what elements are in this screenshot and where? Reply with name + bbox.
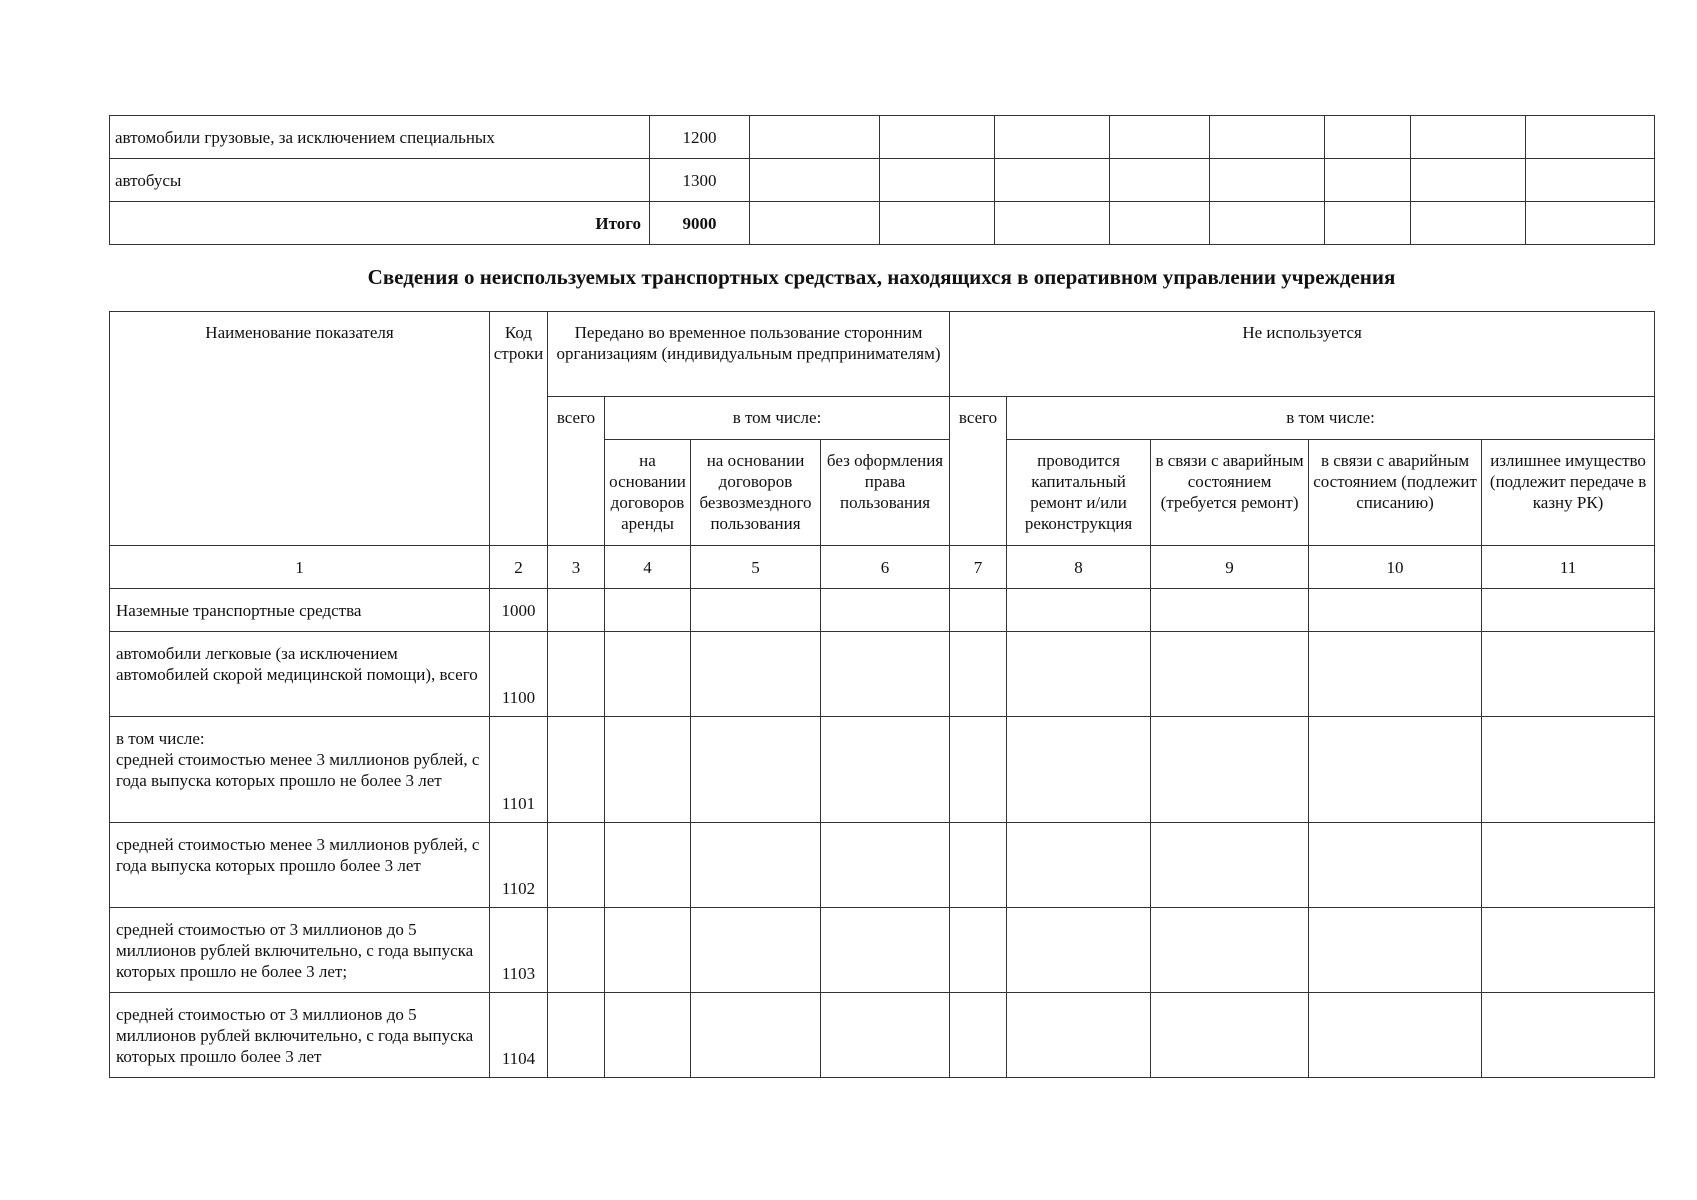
data-cell[interactable]: [1007, 589, 1151, 632]
table-row: [110, 589, 1655, 632]
data-cell[interactable]: [1151, 908, 1309, 993]
data-cell[interactable]: [995, 202, 1110, 245]
data-cell[interactable]: [1151, 717, 1309, 823]
row-name: автомобили грузовые, за исключением специальных: [110, 116, 650, 159]
header-total: всего: [950, 397, 1007, 546]
section-title: Сведения о неиспользуемых транспортных средствах, находящихся в оперативном управлении учреждения: [367, 265, 1396, 289]
data-cell[interactable]: [1325, 116, 1411, 159]
data-cell[interactable]: [950, 823, 1007, 908]
data-cell[interactable]: [750, 202, 880, 245]
data-cell[interactable]: [1309, 823, 1482, 908]
data-cell[interactable]: [548, 589, 605, 632]
header-including: в том числе:: [605, 397, 950, 440]
data-cell[interactable]: [691, 908, 821, 993]
data-cell[interactable]: [691, 632, 821, 717]
data-cell[interactable]: [1309, 993, 1482, 1078]
data-cell[interactable]: [605, 823, 691, 908]
data-cell[interactable]: [821, 993, 950, 1078]
data-cell[interactable]: [1151, 993, 1309, 1078]
data-cell[interactable]: [1309, 717, 1482, 823]
total-label: Итого: [110, 202, 650, 245]
data-cell[interactable]: [1110, 202, 1210, 245]
data-cell[interactable]: [950, 632, 1007, 717]
header-row: [110, 312, 1655, 397]
data-cell[interactable]: [1007, 993, 1151, 1078]
total-row: [110, 202, 1655, 245]
data-cell[interactable]: [950, 908, 1007, 993]
row-code: 1101: [490, 717, 548, 823]
data-cell[interactable]: [1482, 993, 1655, 1078]
data-cell[interactable]: [1482, 632, 1655, 717]
data-cell[interactable]: [750, 159, 880, 202]
data-cell[interactable]: [821, 823, 950, 908]
data-cell[interactable]: [1411, 116, 1526, 159]
data-cell[interactable]: [1526, 159, 1655, 202]
data-cell[interactable]: [995, 159, 1110, 202]
data-cell[interactable]: [1325, 159, 1411, 202]
data-cell[interactable]: [548, 823, 605, 908]
row-code: 1000: [490, 589, 548, 632]
total-code: 9000: [650, 202, 750, 245]
data-cell[interactable]: [821, 908, 950, 993]
row-code: 1103: [490, 908, 548, 993]
column-number: 11: [1482, 546, 1655, 589]
data-cell[interactable]: [605, 993, 691, 1078]
data-cell[interactable]: [1210, 159, 1325, 202]
data-cell[interactable]: [1151, 589, 1309, 632]
row-name: средней стоимостью менее 3 миллионов рублей, с года выпуска которых прошло более 3 лет: [110, 823, 490, 908]
data-cell[interactable]: [821, 717, 950, 823]
data-cell[interactable]: [880, 159, 995, 202]
header-emergency-writeoff: в связи с аварийным состоянием (подлежит списанию): [1309, 440, 1482, 546]
data-cell[interactable]: [880, 202, 995, 245]
data-cell[interactable]: [1526, 202, 1655, 245]
data-cell[interactable]: [1151, 823, 1309, 908]
header-transferred: Передано во временное пользование сторонним организациям (индивидуальным предпринимателям): [548, 312, 950, 397]
data-cell[interactable]: [1482, 908, 1655, 993]
row-name: средней стоимостью от 3 миллионов до 5 миллионов рублей включительно, с года выпуска которых прошло не более 3 лет;: [110, 908, 490, 993]
column-number: 9: [1151, 546, 1309, 589]
data-cell[interactable]: [1007, 717, 1151, 823]
column-number: 3: [548, 546, 605, 589]
column-number: 4: [605, 546, 691, 589]
header-emergency-repair: в связи с аварийным состоянием (требуется ремонт): [1151, 440, 1309, 546]
data-cell[interactable]: [605, 908, 691, 993]
data-cell[interactable]: [1526, 116, 1655, 159]
header-total: всего: [548, 397, 605, 546]
header-capital-repair: проводится капитальный ремонт и/или реконструкция: [1007, 440, 1151, 546]
column-number: 6: [821, 546, 950, 589]
data-cell[interactable]: [1411, 159, 1526, 202]
column-number: 7: [950, 546, 1007, 589]
column-number: 5: [691, 546, 821, 589]
row-name: средней стоимостью от 3 миллионов до 5 миллионов рублей включительно, с года выпуска которых прошло более 3 лет: [110, 993, 490, 1078]
column-number: 8: [1007, 546, 1151, 589]
data-cell[interactable]: [995, 116, 1110, 159]
data-cell[interactable]: [691, 589, 821, 632]
data-cell[interactable]: [605, 589, 691, 632]
data-cell[interactable]: [1482, 823, 1655, 908]
table-row: [110, 908, 1655, 993]
column-number: 1: [110, 546, 490, 589]
row-name: автомобили легковые (за исключением автомобилей скорой медицинской помощи), всего: [110, 632, 490, 717]
data-cell[interactable]: [1210, 116, 1325, 159]
data-cell[interactable]: [1007, 632, 1151, 717]
data-cell[interactable]: [1007, 823, 1151, 908]
header-not-used: Не используется: [950, 312, 1655, 397]
data-cell[interactable]: [691, 717, 821, 823]
data-cell[interactable]: [1411, 202, 1526, 245]
data-cell[interactable]: [880, 116, 995, 159]
header-including: в том числе:: [1007, 397, 1655, 440]
header-name: Наименование показателя: [110, 312, 490, 546]
table-row: [110, 993, 1655, 1078]
row-code: 1104: [490, 993, 548, 1078]
continuation-table: [109, 115, 1655, 245]
data-cell[interactable]: [1151, 632, 1309, 717]
data-cell[interactable]: [1007, 908, 1151, 993]
data-cell[interactable]: [548, 908, 605, 993]
row-name: Наземные транспортные средства: [110, 589, 490, 632]
header-free-use: на основании договоров безвозмездного пользования: [691, 440, 821, 546]
table-row: [110, 116, 1655, 159]
row-code: 1102: [490, 823, 548, 908]
data-cell[interactable]: [950, 993, 1007, 1078]
data-cell[interactable]: [1210, 202, 1325, 245]
header-no-formal: без оформления права пользования: [821, 440, 950, 546]
column-number: 2: [490, 546, 548, 589]
data-cell[interactable]: [548, 717, 605, 823]
table-row: [110, 159, 1655, 202]
data-cell[interactable]: [605, 717, 691, 823]
data-cell[interactable]: [1110, 116, 1210, 159]
data-cell[interactable]: [950, 717, 1007, 823]
data-cell[interactable]: [605, 632, 691, 717]
row-name: автобусы: [110, 159, 650, 202]
data-cell[interactable]: [1110, 159, 1210, 202]
table-row: [110, 632, 1655, 717]
header-lease: на основании договоров аренды: [605, 440, 691, 546]
data-cell[interactable]: [1482, 717, 1655, 823]
column-number: 10: [1309, 546, 1482, 589]
data-cell[interactable]: [1482, 589, 1655, 632]
unused-vehicles-table: [109, 311, 1655, 1078]
header-code: Код строки: [490, 312, 548, 546]
row-code: 1200: [650, 116, 750, 159]
data-cell[interactable]: [1309, 632, 1482, 717]
row-name: в том числе: средней стоимостью менее 3 миллионов рублей, с года выпуска которых прошло не более 3 лет: [110, 717, 490, 823]
table-row: [110, 823, 1655, 908]
data-cell[interactable]: [1325, 202, 1411, 245]
data-cell[interactable]: [548, 632, 605, 717]
data-cell[interactable]: [950, 589, 1007, 632]
data-cell[interactable]: [1309, 589, 1482, 632]
row-code: 1100: [490, 632, 548, 717]
data-cell[interactable]: [821, 589, 950, 632]
data-cell[interactable]: [691, 993, 821, 1078]
data-cell[interactable]: [1309, 908, 1482, 993]
header-surplus: излишнее имущество (подлежит передаче в казну РК): [1482, 440, 1655, 546]
column-number-row: [110, 546, 1655, 589]
data-cell[interactable]: [548, 993, 605, 1078]
data-cell[interactable]: [821, 632, 950, 717]
data-cell[interactable]: [750, 116, 880, 159]
data-cell[interactable]: [691, 823, 821, 908]
table-row: [110, 717, 1655, 823]
row-code: 1300: [650, 159, 750, 202]
